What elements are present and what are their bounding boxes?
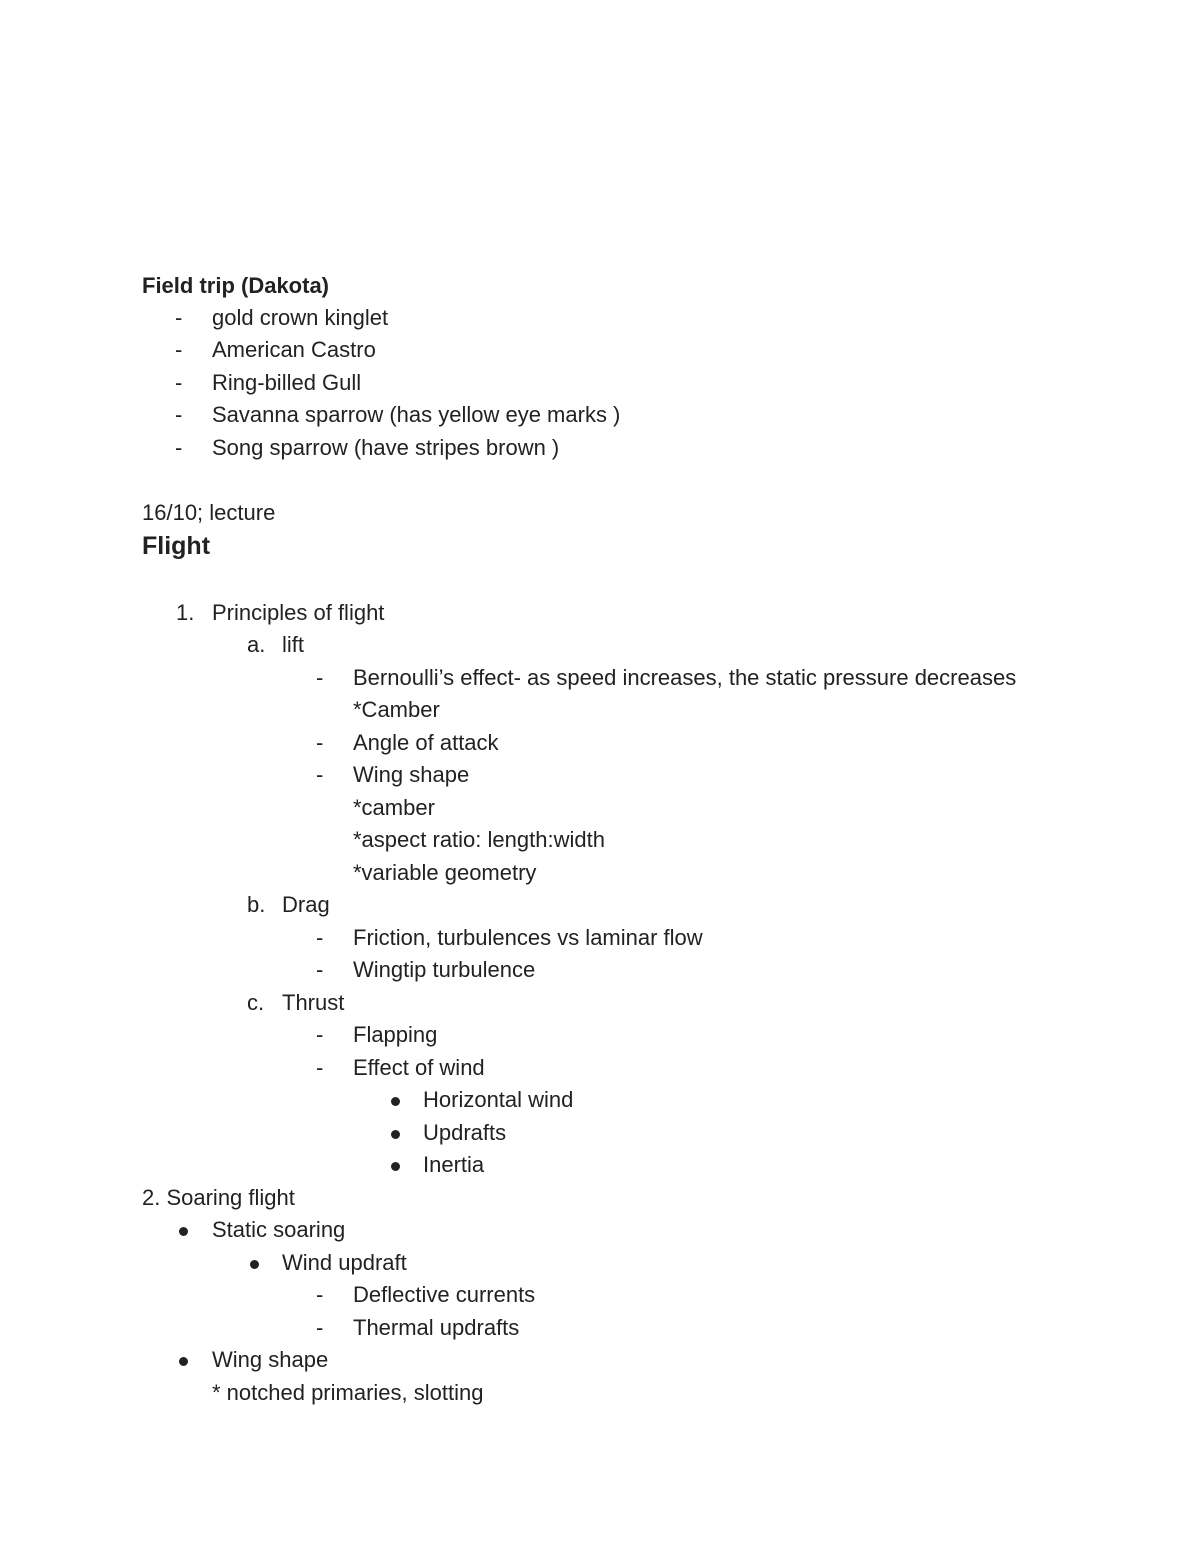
- dash-bullet: -: [316, 957, 324, 982]
- principles-label: Principles of flight: [212, 600, 385, 625]
- list-item: Song sparrow (have stripes brown ): [212, 435, 560, 460]
- dash-bullet: -: [316, 1055, 324, 1080]
- note-text: *variable geometry: [353, 860, 537, 885]
- list-item: Updrafts: [423, 1120, 507, 1145]
- list-letter: c.: [247, 990, 265, 1015]
- note-text: * notched primaries, slotting: [212, 1380, 484, 1405]
- bullet-dot: [391, 1130, 400, 1139]
- dash-bullet: -: [316, 1282, 324, 1307]
- dash-bullet: -: [175, 435, 183, 460]
- list-item: Angle of attack: [353, 730, 499, 755]
- dash-bullet: -: [175, 337, 183, 362]
- bullet-dot: [179, 1227, 188, 1236]
- list-item: Wind updraft: [282, 1250, 407, 1275]
- list-item: Wing shape: [353, 762, 470, 787]
- list-item: Wing shape: [212, 1347, 329, 1372]
- bullet-dot: [179, 1357, 188, 1366]
- list-item: Static soaring: [212, 1217, 346, 1242]
- section-heading: Flight: [142, 532, 211, 560]
- list-item: American Castro: [212, 337, 376, 362]
- list-item: Inertia: [423, 1152, 485, 1177]
- soaring-label: 2. Soaring flight: [142, 1185, 295, 1210]
- dash-bullet: -: [175, 370, 183, 395]
- dash-bullet: -: [316, 1022, 324, 1047]
- list-item: Ring-billed Gull: [212, 370, 362, 395]
- dash-bullet: -: [175, 402, 183, 427]
- dash-bullet: -: [316, 730, 324, 755]
- dash-bullet: -: [175, 305, 183, 330]
- bullet-dot: [250, 1260, 259, 1269]
- list-item: Effect of wind: [353, 1055, 485, 1080]
- list-item: Thermal updrafts: [353, 1315, 520, 1340]
- list-letter: b.: [247, 892, 266, 917]
- list-item: Flapping: [353, 1022, 438, 1047]
- dash-bullet: -: [316, 665, 324, 690]
- drag-label: Drag: [282, 892, 330, 917]
- list-item: Wingtip turbulence: [353, 957, 536, 982]
- thrust-label: Thrust: [282, 990, 345, 1015]
- dash-bullet: -: [316, 762, 324, 787]
- bullet-dot: [391, 1162, 400, 1171]
- list-item: Friction, turbulences vs laminar flow: [353, 925, 703, 950]
- lift-label: lift: [282, 632, 304, 657]
- field-trip-title: Field trip (Dakota): [142, 273, 330, 298]
- list-item: gold crown kinglet: [212, 305, 389, 330]
- list-letter: a.: [247, 632, 266, 657]
- note-text: *Camber: [353, 697, 440, 722]
- list-item: Bernoulli’s effect- as speed increases, the static pressure decreases: [353, 665, 1017, 690]
- note-text: *camber: [353, 795, 435, 820]
- list-item: Deflective currents: [353, 1282, 536, 1307]
- lecture-date: 16/10; lecture: [142, 500, 276, 525]
- list-number: 1.: [176, 600, 195, 625]
- list-item: Savanna sparrow (has yellow eye marks ): [212, 402, 621, 427]
- dash-bullet: -: [316, 925, 324, 950]
- list-item: Horizontal wind: [423, 1087, 574, 1112]
- bullet-dot: [391, 1097, 400, 1106]
- dash-bullet: -: [316, 1315, 324, 1340]
- note-text: *aspect ratio: length:width: [353, 827, 605, 852]
